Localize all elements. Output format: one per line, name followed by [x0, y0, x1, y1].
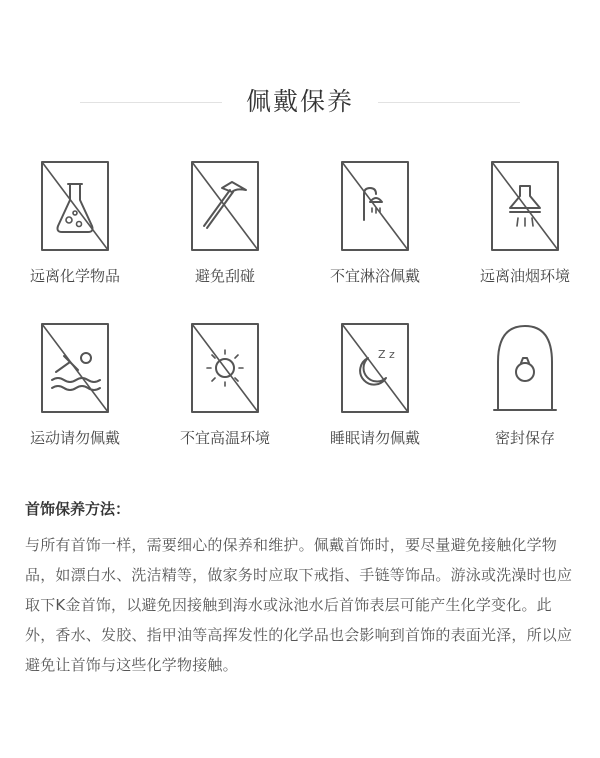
care-label: 不宜高温环境	[179, 429, 270, 447]
care-label: 避免刮碰	[194, 267, 255, 285]
care-item-heat	[150, 322, 300, 448]
care-label: 远离油烟环境	[479, 267, 570, 285]
care-instructions	[25, 498, 580, 680]
care-label: 不宜淋浴佩戴	[329, 267, 420, 285]
care-item-sleep	[300, 322, 450, 448]
care-item-chemicals	[0, 160, 150, 286]
swimmer-icon	[40, 322, 110, 414]
range-hood-icon	[490, 160, 560, 252]
hammer-icon	[190, 160, 260, 252]
care-item-shower	[300, 160, 450, 286]
care-item-smoke	[450, 160, 600, 286]
care-label: 密封保存	[494, 429, 555, 447]
moon-sleep-icon	[340, 322, 410, 414]
header-divider-right	[378, 102, 520, 103]
care-body-text: 与所有首饰一样，需要细心的保养和维护。佩戴首饰时，要尽量避免接触化学物品，如漂白水、洗洁精等，做家务时应取下戒指、手链等饰品。游泳或洗澡时也应取下K金首饰，以避免因接触到海水或泳池水后首饰表层可能产生化学变化。此外，香水、发胶、指甲油等高挥发性的化学品也会影响到首饰的表面光泽，所以应避免让首饰与这些化学物接触。	[25, 536, 573, 674]
care-label: 运动请勿佩戴	[29, 429, 120, 447]
care-label: 远离化学物品	[29, 267, 120, 285]
page-title: 佩戴保养	[245, 87, 354, 116]
care-heading: 首饰保养方法：	[25, 500, 131, 518]
shower-icon	[340, 160, 410, 252]
care-item-sealed	[450, 322, 600, 448]
care-label: 睡眠请勿佩戴	[329, 429, 420, 447]
care-item-sports	[0, 322, 150, 448]
sleep-z-text: Z z	[378, 348, 395, 361]
care-item-scratch	[150, 160, 300, 286]
flask-icon	[40, 160, 110, 252]
sun-icon	[190, 322, 260, 414]
section-header	[0, 84, 600, 120]
ring-box-icon	[490, 322, 560, 414]
